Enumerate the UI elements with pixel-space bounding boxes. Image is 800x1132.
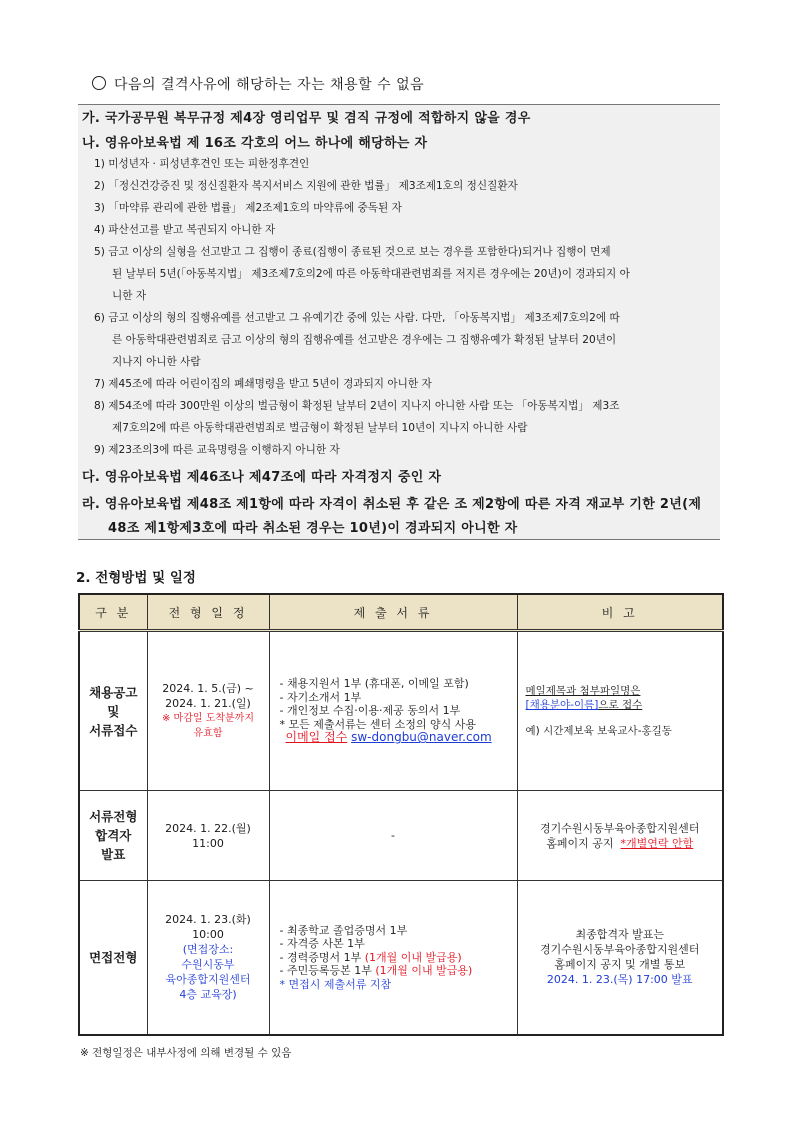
schedule-table <box>78 593 724 1036</box>
remark-line: 경기수원시동부육아종합지원센터 <box>540 821 700 835</box>
document-item: - 최종학교 졸업증명서 1부 <box>279 923 408 937</box>
row2-remarks <box>517 791 723 881</box>
header-documents: 제 출 서 류 <box>269 594 517 631</box>
item-ra-continued: 48조 제1항제3호에 따라 취소된 경우는 10년)이 경과되지 아니한 자 <box>108 521 518 536</box>
table-row <box>79 631 723 791</box>
subject-format-suffix: 으로 접수 <box>598 699 643 711</box>
document-text: - 주민등록등본 1부 <box>279 964 376 977</box>
document-item: * 모든 제출서류는 센터 소정의 양식 사용 <box>279 717 476 731</box>
announce-time: 11:00 <box>192 836 224 850</box>
table-row <box>79 791 723 881</box>
email-submission <box>286 731 517 745</box>
table-row <box>79 881 723 1035</box>
disqualification-box <box>78 104 720 540</box>
sub-item: 1) 미성년자 · 피성년후견인 또는 피한정후견인 <box>94 158 310 170</box>
row1-documents <box>269 631 517 791</box>
category-line: 발표 <box>101 847 126 862</box>
remark-text: 홈페이지 공지 <box>546 836 614 850</box>
document-text: - 경력증명서 1부 <box>279 950 365 964</box>
sub-item: 6) 금고 이상의 형의 집행유예를 선고받고 그 유예기간 중에 있는 사람. 다만, 「아동복지법」 제3조제7호의2에 따 <box>94 312 620 324</box>
row3-documents <box>269 881 517 1035</box>
interview-place: (면접장소: <box>182 943 234 957</box>
category-line: 채용공고 <box>89 684 138 700</box>
deadline-note: ※ 마감일 도착분까지 <box>161 713 255 724</box>
sub-item-continued: 지나지 아니한 사람 <box>112 356 201 368</box>
interview-date: 2024. 1. 23.(화) <box>165 913 251 927</box>
remark-line: 경기수원시동부육아종합지원센터 <box>540 943 700 957</box>
item-ra: 라. 영유아보육법 제48조 제1항에 따라 자격이 취소된 후 같은 조 제2항에 따른 자격 재교부 기한 2년(제 <box>82 497 702 512</box>
issue-period-note: (1개월 이내 발급용) <box>375 964 473 977</box>
header-remarks: 비 고 <box>517 594 723 631</box>
issue-period-note: (1개월 이내 발급용) <box>364 950 462 964</box>
sub-item: 7) 제45조에 따라 어린이집의 폐쇄명령을 받고 5년이 경과되지 아니한 자 <box>94 378 432 390</box>
sub-item: 5) 금고 이상의 실형을 선고받고 그 집행이 종료(집행이 종료된 것으로 보는 경우를 포함한다)되거나 집행이 면제 <box>94 246 611 258</box>
row1-remarks <box>517 631 723 791</box>
section-title: 2. 전형방법 및 일정 <box>76 570 196 586</box>
row2-schedule <box>147 791 269 881</box>
row1-category <box>79 631 147 791</box>
category-line: 합격자 <box>95 828 132 843</box>
remark-line <box>526 698 723 712</box>
row2-category <box>79 791 147 881</box>
sub-item: 3) 「마약류 관리에 관한 법률」 제2조제1호의 마약류에 중독된 자 <box>94 202 402 214</box>
interview-place: 육아종합지원센터 <box>165 973 251 987</box>
document-item <box>280 951 517 965</box>
item-ga: 가. 국가공무원 복무규정 제4장 영리업무 및 겸직 규정에 적합하지 않을 경우 <box>82 111 531 126</box>
header-schedule: 전 형 일 정 <box>147 594 269 631</box>
table-header-row <box>79 594 723 631</box>
row3-remarks <box>517 881 723 1035</box>
document-item <box>280 964 517 978</box>
announce-date: 2024. 1. 22.(월) <box>165 821 251 835</box>
category-line: 서류접수 <box>89 722 138 738</box>
interview-place: 수원시동부 <box>181 958 235 972</box>
document-item: - 채용지원서 1부 (휴대폰, 이메일 포함) <box>279 677 469 691</box>
date-start: 2024. 1. 5.(금) ~ <box>162 682 254 695</box>
header-category: 구 분 <box>79 594 147 631</box>
remark-example: 예) 시간제보육 보육교사-홍길동 <box>525 725 672 737</box>
row1-schedule <box>147 631 269 791</box>
email-link[interactable]: sw-dongbu@naver.com <box>351 730 492 745</box>
final-announce-date: 2024. 1. 23.(목) 17:00 발표 <box>546 973 693 987</box>
row3-schedule <box>147 881 269 1035</box>
date-end: 2024. 1. 21.(일) <box>165 697 251 710</box>
sub-item-continued: 른 아동학대관련범죄로 금고 이상의 형의 집행유예를 선고받은 경우에는 그 집행유예가 확정된 날부터 20년이 <box>112 334 617 346</box>
sub-item: 8) 제54조에 따라 300만원 이상의 벌금형이 확정된 날부터 2년이 지나지 아니한 사람 또는 「아동복지법」 제3조 <box>94 400 620 412</box>
remark-line: 홈페이지 공지 및 개별 통보 <box>554 958 686 972</box>
document-item: - 개인정보 수집·이용·제공 동의서 1부 <box>279 704 461 718</box>
footer-note: ※ 전형일정은 내부사정에 의해 변경될 수 있음 <box>80 1047 292 1059</box>
interview-place: 4층 교육장) <box>179 988 237 1002</box>
deadline-note: 유효함 <box>193 728 223 739</box>
no-contact-note: *개별연락 안함 <box>620 836 694 850</box>
item-na: 나. 영유아보육법 제 16조 각호의 어느 하나에 해당하는 자 <box>82 136 428 151</box>
bring-documents-note: * 면접시 제출서류 지참 <box>279 977 392 991</box>
sub-item: 4) 파산선고를 받고 복권되지 아니한 자 <box>94 224 276 236</box>
row3-category: 면접전형 <box>79 881 147 1035</box>
remark-line: 메일제목과 첨부파일명은 <box>525 685 641 697</box>
disqualification-heading <box>92 74 424 94</box>
disqualification-heading-text: 다음의 결격사유에 해당하는 자는 채용할 수 없음 <box>114 77 425 93</box>
sub-item: 2) 「정신건강증진 및 정신질환자 복지서비스 지원에 관한 법률」 제3조제1호의 정신질환자 <box>94 180 518 192</box>
document-item: - 자격증 사본 1부 <box>279 937 365 950</box>
category-line: 서류전형 <box>89 809 138 824</box>
subject-format: [채용분야-이름] <box>525 699 599 711</box>
row2-documents: - <box>269 791 517 881</box>
item-da: 다. 영유아보육법 제46조나 제47조에 따라 자격정지 중인 자 <box>82 470 442 485</box>
document-item: - 자기소개서 1부 <box>279 690 362 704</box>
remark-line: 최종합격자 발표는 <box>575 928 664 942</box>
sub-item-continued: 제7호의2에 따른 아동학대관련범죄로 벌금형이 확정된 날부터 10년이 지나지 아니한 사람 <box>112 422 528 434</box>
circle-bullet-icon <box>92 76 106 90</box>
sub-item-continued: 니한 자 <box>112 290 147 302</box>
sub-item: 9) 제23조의3에 따른 교육명령을 이행하지 아니한 자 <box>94 444 340 456</box>
sub-item-continued: 된 날부터 5년(「아동복지법」 제3조제7호의2에 따른 아동학대관련범죄를 저지른 경우에는 20년)이 경과되지 아 <box>112 268 630 280</box>
category-line: 및 <box>107 703 120 719</box>
interview-time: 10:00 <box>192 928 224 942</box>
remark-line <box>518 836 723 851</box>
email-label: 이메일 접수 <box>285 730 348 745</box>
